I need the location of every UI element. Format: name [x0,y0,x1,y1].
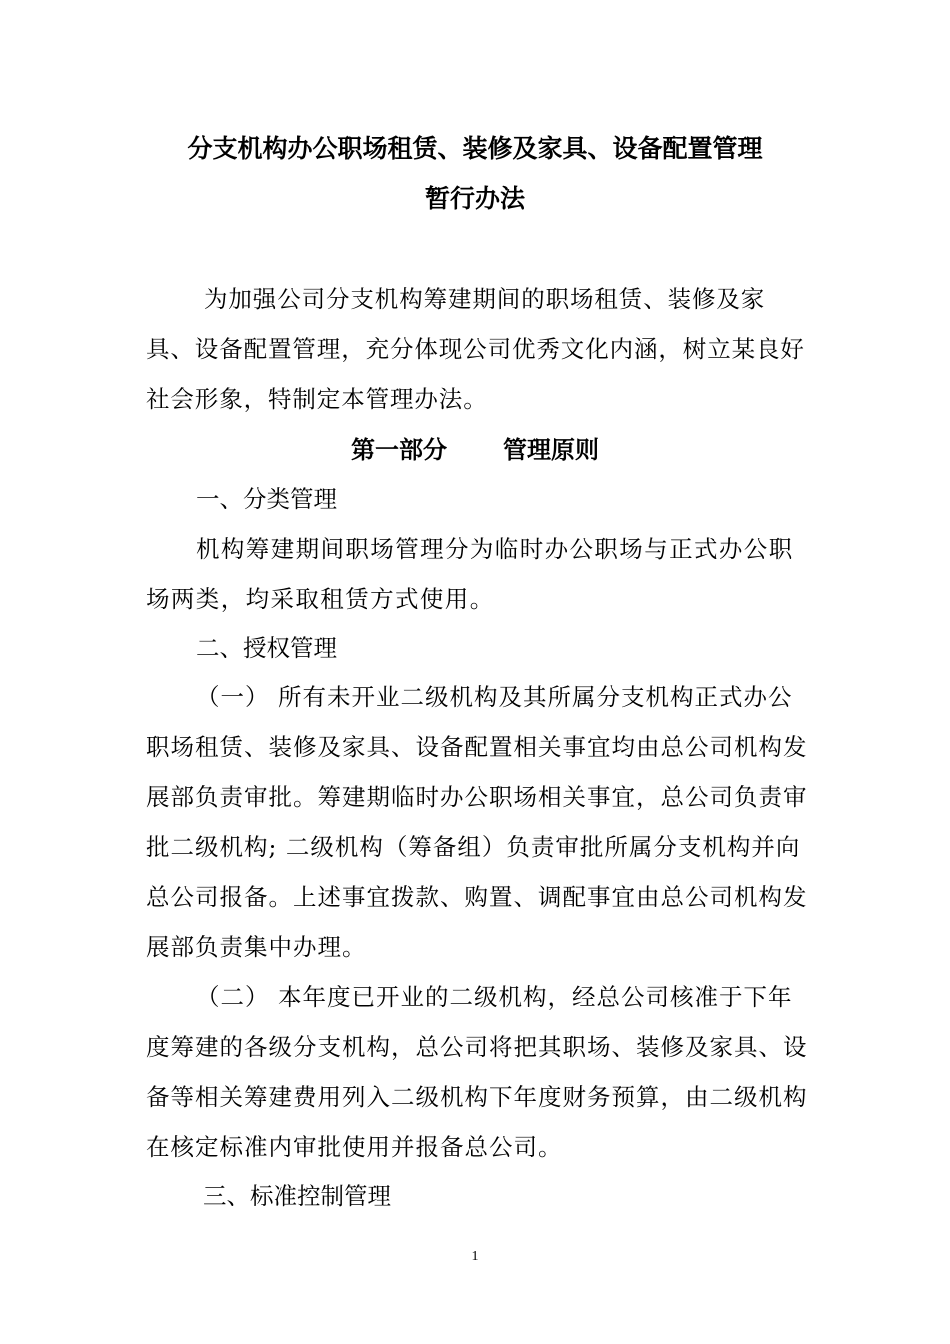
part-title: 管理原则 [503,436,599,464]
section2-item1-paragraph: （一） 所有未开业二级机构及其所属分支机构正式办公职场租赁、装修及家具、设备配置相关事宜均由总公司机构发展部负责审批。筹建期临时办公职场相关事宜，总公司负责审批二级机构; 二级机构（筹备组）负责审批所属分支机构并向总公司报备。上述事宜拨款、购置、调配事宜由总公司机构发展部负责集中办理。 [146,683,808,961]
section3-heading: 三、标准控制管理 [203,1182,391,1210]
section2-heading: 二、授权管理 [196,634,337,662]
document-title-line2: 暂行办法 [424,184,525,213]
part-heading [0,425,950,475]
page-number: 1 [471,1249,479,1264]
section1-heading: 一、分类管理 [196,485,337,513]
part-label: 第一部分 [351,436,447,464]
section2-item2-paragraph: （二） 本年度已开业的二级机构，经总公司核准于下年度筹建的各级分支机构，总公司将把其职场、装修及家具、设备等相关筹建费用列入二级机构下年度财务预算，由二级机构在核定标准内审批使用并报备总公司。 [146,983,808,1161]
intro-paragraph: 为加强公司分支机构筹建期间的职场租赁、装修及家具、设备配置管理，充分体现公司优秀文化内涵，树立某良好社会形象，特制定本管理办法。 [146,285,805,413]
document-title-line1: 分支机构办公职场租赁、装修及家具、设备配置管理 [187,134,763,163]
section1-paragraph: 机构筹建期间职场管理分为临时办公职场与正式办公职场两类，均采取租赁方式使用。 [146,535,794,613]
